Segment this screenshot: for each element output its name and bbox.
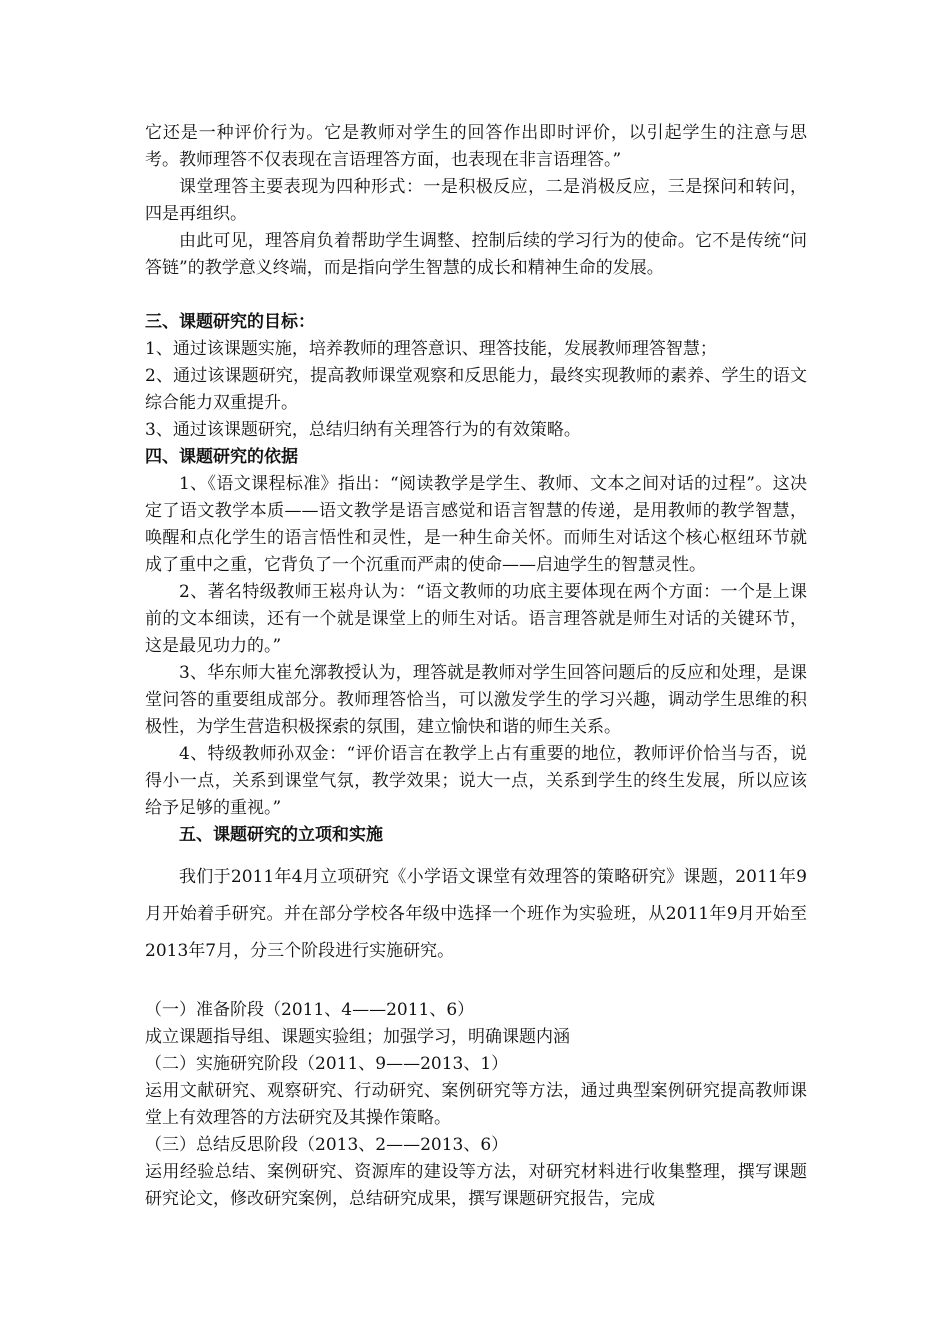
stage-1-desc: 成立课题指导组、课题实验组；加强学习，明确课题内涵	[145, 1027, 570, 1047]
section-5-heading: 五、课题研究的立项和实施	[179, 825, 383, 845]
stage-2-title: （二）实施研究阶段（2011、9——2013、1）	[145, 1054, 509, 1074]
intro-paragraph-2: 课堂理答主要表现为四种形式：一是积极反应，二是消极反应，三是探问和转问，四是再组织。	[145, 177, 807, 224]
section-4-item-1: 1、《语文课程标准》指出：“阅读教学是学生、教师、文本之间对话的过程”。这决定了语文教学本质——语文教学是语言感觉和语言智慧的传递，是用教师的教学智慧，唤醒和点化学生的语言悟性和灵性，是一种生命关怀。而师生对话这个核心枢纽环节就成了重中之重，它背负了一个沉重而严肃的使命——启迪学生的智慧灵性。	[145, 474, 807, 575]
section-4-item-4: 4、特级教师孙双金：“评价语言在教学上占有重要的地位，教师评价恰当与否，说得小一点，关系到课堂气氛，教学效果；说大一点，关系到学生的终生发展，所以应该给予足够的重视。”	[145, 744, 807, 818]
section-3-heading: 三、课题研究的目标：	[145, 312, 315, 332]
intro-paragraph-1: 它还是一种评价行为。它是教师对学生的回答作出即时评价，以引起学生的注意与思考。教师理答不仅表现在言语理答方面，也表现在非言语理答。”	[145, 123, 807, 170]
section-4-item-2: 2、著名特级教师王崧舟认为：“语文教师的功底主要体现在两个方面：一个是上课前的文本细读，还有一个就是课堂上的师生对话。语言理答就是师生对话的关键环节，这是最见功力的。”	[145, 582, 807, 656]
section-3-item-1: 1、通过该课题实施，培养教师的理答意识、理答技能，发展教师理答智慧；	[145, 339, 717, 359]
section-3-item-2: 2、通过该课题研究，提高教师课堂观察和反思能力，最终实现教师的素养、学生的语文综合能力双重提升。	[145, 366, 807, 413]
section-3-item-3: 3、通过该课题研究，总结归纳有关理答行为的有效策略。	[145, 420, 581, 440]
section-4-heading: 四、课题研究的依据	[145, 447, 298, 467]
stage-3-title: （三）总结反思阶段（2013、2——2013、6）	[145, 1135, 509, 1155]
stage-1-title: （一）准备阶段（2011、4——2011、6）	[145, 1000, 475, 1020]
intro-paragraph-3: 由此可见，理答肩负着帮助学生调整、控制后续的学习行为的使命。它不是传统“问答链”的教学意义终端，而是指向学生智慧的成长和精神生命的发展。	[145, 231, 807, 278]
stage-3-desc: 运用经验总结、案例研究、资源库的建设等方法，对研究材料进行收集整理，撰写课题研究论文，修改研究案例，总结研究成果，撰写课题研究报告，完成	[145, 1162, 807, 1209]
section-5-intro-block	[145, 859, 807, 970]
section-4-item-3: 3、华东师大崔允漷教授认为，理答就是教师对学生回答问题后的反应和处理，是课堂问答的重要组成部分。教师理答恰当，可以激发学生的学习兴趣，调动学生思维的积极性，为学生营造积极探索的氛围，建立愉快和谐的师生关系。	[145, 663, 807, 737]
section-5-intro: 我们于2011年4月立项研究《小学语文课堂有效理答的策略研究》课题，2011年9月开始着手研究。并在部分学校各年级中选择一个班作为实验班，从2011年9月开始至2013年7月，分三个阶段进行实施研究。	[145, 867, 807, 961]
stage-2-desc: 运用文献研究、观察研究、行动研究、案例研究等方法，通过典型案例研究提高教师课堂上有效理答的方法研究及其操作策略。	[145, 1081, 807, 1128]
document-page	[145, 120, 807, 1213]
